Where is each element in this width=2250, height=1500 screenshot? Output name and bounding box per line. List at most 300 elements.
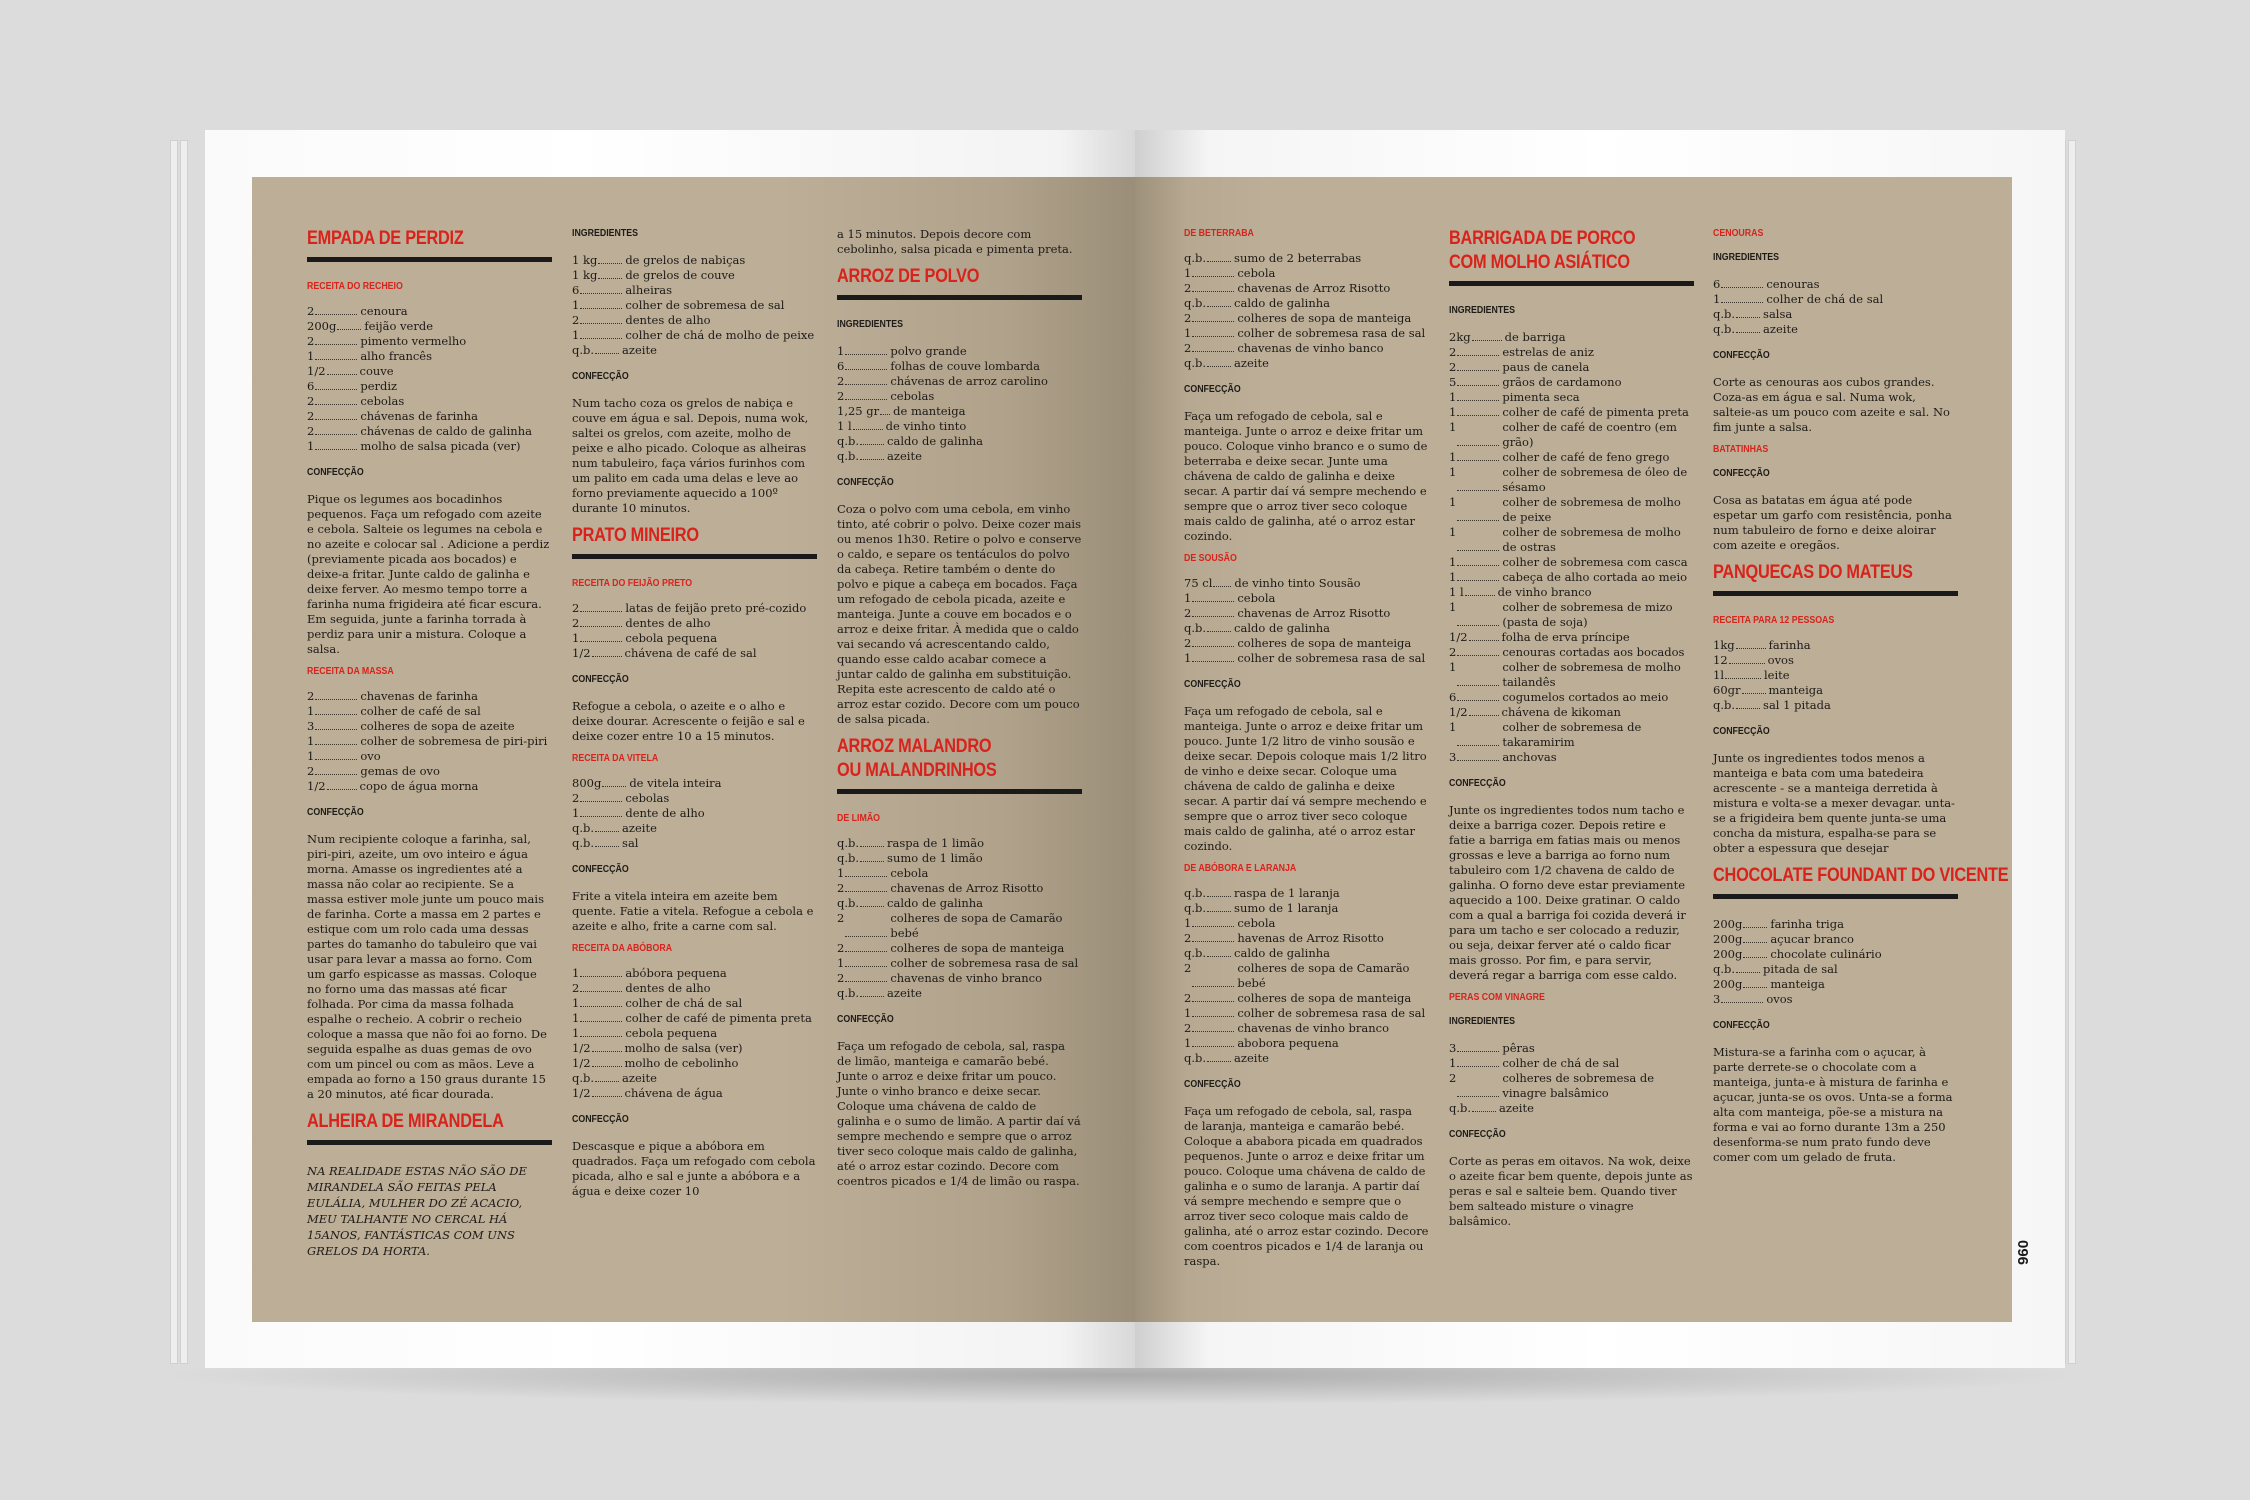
ingredient-quantity: q.b. bbox=[1184, 1051, 1207, 1065]
section-subheading: RECEITA DO FEIJÃO PRETO bbox=[572, 578, 693, 589]
instructions-paragraph: Num recipiente coloque a farinha, sal, piri-piri, azeite, um ovo inteiro e água morna. Amasse os ingredientes até a massa não colar ao recipiente. Se a massa estiver mole junte um pouco mais de farinha. Corte a massa em 2 partes e estique com um rolo cada uma dessas partes do tamanho do tabuleiro que vai usar para levar a massa ao forno. Com um garfo espicasse as massas. Coloque no forno uma das massas até ficar folhada. Por cima da massa folhada espalhe o recheio. A cobrir o recheio coloque a massa que não foi ao forno. De seguida espalhe as duas gemas de ovo com um pincel ou com as mãos. Leve a empada ao forno a 150 graus durante 15 a 20 minutos, até ficar dourada. bbox=[307, 832, 547, 1101]
section-subheading: CENOURAS bbox=[1713, 228, 1764, 239]
ingredient-name: colher de café de sal bbox=[360, 704, 481, 718]
section-heading: INGREDIENTES bbox=[1449, 305, 1516, 316]
recipe-column-3 bbox=[837, 227, 1082, 1197]
ingredient-item bbox=[307, 409, 552, 424]
ingredient-item bbox=[1713, 668, 1958, 683]
ingredient-item bbox=[1184, 576, 1429, 591]
ingredient-quantity: 1/2 bbox=[1449, 705, 1468, 719]
leader-dots bbox=[580, 601, 622, 612]
leader-dots bbox=[595, 836, 619, 847]
ingredient-item bbox=[837, 956, 1082, 971]
ingredient-quantity: 1 bbox=[307, 349, 315, 363]
ingredient-item bbox=[307, 349, 552, 364]
leader-dots bbox=[315, 704, 357, 715]
ingredient-name: colher de chá de sal bbox=[625, 996, 743, 1010]
ingredient-name: cenouras cortadas aos bocados bbox=[1502, 645, 1685, 659]
section-heading: CONFECÇÃO bbox=[1184, 384, 1241, 395]
ingredient-item bbox=[1449, 450, 1694, 465]
leader-dots bbox=[1457, 720, 1499, 746]
ingredient-name: azeite bbox=[887, 986, 922, 1000]
ingredient-item bbox=[1184, 1006, 1429, 1021]
leader-dots bbox=[860, 986, 884, 997]
title-rule bbox=[307, 1140, 552, 1145]
ingredient-name: ovo bbox=[360, 749, 381, 763]
ingredient-name: raspa de 1 limão bbox=[887, 836, 985, 850]
leader-dots bbox=[315, 394, 357, 405]
ingredient-item bbox=[1449, 750, 1694, 765]
ingredient-item bbox=[572, 836, 817, 851]
ingredient-item bbox=[572, 1026, 817, 1041]
ingredient-list bbox=[1449, 1041, 1694, 1116]
leader-dots bbox=[598, 253, 622, 264]
ingredient-quantity: 1 bbox=[572, 631, 580, 645]
ingredient-quantity: 1 bbox=[1713, 292, 1721, 306]
ingredient-item bbox=[1449, 345, 1694, 360]
leader-dots bbox=[1743, 977, 1767, 988]
ingredient-name: anchovas bbox=[1502, 750, 1557, 764]
ingredient-item bbox=[1449, 720, 1694, 750]
leader-dots bbox=[1192, 311, 1234, 322]
ingredient-item bbox=[837, 389, 1082, 404]
ingredient-quantity: 200g bbox=[1713, 917, 1743, 931]
intro-quote: NA REALIDADE ESTAS NÃO SÃO DE MIRANDELA SÃO FEITAS PELA EULÁLIA, MULHER DO ZÉ ACACIO, MEU TALHANTE NO CERCAL HÁ 15ANOS, FANTÁSTICAS COM UNS GRELOS DA HORTA. bbox=[307, 1164, 527, 1258]
ingredient-quantity: 6 bbox=[307, 379, 315, 393]
leader-dots bbox=[1457, 570, 1499, 581]
leader-dots bbox=[1192, 1006, 1234, 1017]
ingredient-name: colher de sobremesa de sal bbox=[625, 298, 785, 312]
page-edge-right bbox=[2068, 140, 2076, 1364]
ingredient-name: caldo de galinha bbox=[1234, 296, 1331, 310]
ingredient-quantity: 2 bbox=[1184, 991, 1192, 1005]
leader-dots bbox=[580, 981, 622, 992]
section-heading: CONFECÇÃO bbox=[1713, 1020, 1770, 1031]
ingredient-name: farinha triga bbox=[1770, 917, 1844, 931]
ingredient-quantity: 1l bbox=[1713, 668, 1724, 682]
ingredient-item bbox=[1449, 420, 1694, 450]
ingredient-item bbox=[1713, 277, 1958, 292]
ingredient-item bbox=[572, 343, 817, 358]
ingredient-name: azeite bbox=[1499, 1101, 1534, 1115]
section-subheading: RECEITA DO RECHEIO bbox=[307, 281, 403, 292]
section-heading: CONFECÇÃO bbox=[837, 1014, 894, 1025]
ingredient-quantity: 1/2 bbox=[1449, 630, 1468, 644]
ingredient-quantity: 1 bbox=[572, 328, 580, 342]
leader-dots bbox=[1192, 1021, 1234, 1032]
section-heading: INGREDIENTES bbox=[1449, 1016, 1516, 1027]
ingredient-item bbox=[572, 821, 817, 836]
ingredient-quantity: 2 bbox=[1184, 311, 1192, 325]
ingredient-quantity: 1/2 bbox=[572, 1086, 591, 1100]
ingredient-quantity: q.b. bbox=[572, 836, 595, 850]
leader-dots bbox=[1743, 947, 1767, 958]
leader-dots bbox=[1192, 281, 1234, 292]
leader-dots bbox=[580, 1026, 622, 1037]
ingredient-name: de vinho branco bbox=[1497, 585, 1592, 599]
ingredient-item bbox=[572, 996, 817, 1011]
leader-dots bbox=[1736, 962, 1760, 973]
ingredient-item bbox=[1449, 465, 1694, 495]
ingredient-name: dente de alho bbox=[625, 806, 705, 820]
ingredient-name: chavenas de Arroz Risotto bbox=[1237, 281, 1391, 295]
ingredient-item bbox=[572, 646, 817, 661]
ingredient-name: farinha bbox=[1768, 638, 1811, 652]
ingredient-item bbox=[572, 631, 817, 646]
leader-dots bbox=[1192, 1036, 1234, 1047]
ingredient-name: chávena de café de sal bbox=[624, 646, 757, 660]
leader-dots bbox=[1192, 591, 1234, 602]
ingredient-quantity: 1 bbox=[1184, 1036, 1192, 1050]
recipe-title: ARROZ MALANDRO OU MALANDRINHOS bbox=[837, 736, 997, 781]
leader-dots bbox=[315, 749, 357, 760]
leader-dots bbox=[845, 866, 887, 877]
ingredient-item bbox=[1449, 405, 1694, 420]
ingredient-name: cebolas bbox=[890, 389, 935, 403]
leader-dots bbox=[1457, 390, 1499, 401]
ingredient-name: de manteiga bbox=[893, 404, 966, 418]
leader-dots bbox=[1457, 465, 1499, 491]
leader-dots bbox=[1729, 653, 1765, 664]
ingredient-item bbox=[1184, 326, 1429, 341]
leader-dots bbox=[1457, 405, 1499, 416]
leader-dots bbox=[845, 941, 887, 952]
left-recipe-panel bbox=[252, 177, 1135, 1322]
ingredient-item bbox=[1184, 886, 1429, 901]
ingredient-name: azeite bbox=[1763, 322, 1798, 336]
leader-dots bbox=[1457, 1041, 1499, 1052]
ingredient-quantity: q.b. bbox=[1184, 886, 1207, 900]
ingredient-item bbox=[307, 439, 552, 454]
ingredient-name: cebola bbox=[1237, 916, 1276, 930]
ingredient-item bbox=[1184, 651, 1429, 666]
ingredient-quantity: q.b. bbox=[837, 851, 860, 865]
ingredient-quantity: 3 bbox=[1449, 750, 1457, 764]
ingredient-quantity: q.b. bbox=[1184, 946, 1207, 960]
ingredient-list bbox=[1449, 330, 1694, 765]
ingredient-name: chávenas de farinha bbox=[360, 409, 478, 423]
ingredient-item bbox=[307, 379, 552, 394]
leader-dots bbox=[315, 424, 357, 435]
ingredient-quantity: 1 bbox=[1449, 720, 1457, 734]
instructions-paragraph: Faça um refogado de cebola, sal e manteiga. Junte o arroz e deixe fritar um pouco. Coloque vinho branco e o sumo de beterraba e deixe secar. Junte uma chávena de caldo de galinha e deixe secar. A partir daí vá sempre mechendo e sempre que o arroz tiver seco coloque mais caldo de galinha, até o arroz estar cozindo. bbox=[1184, 409, 1428, 543]
ingredient-name: colher de chá de sal bbox=[1502, 1056, 1620, 1070]
ingredient-quantity: 1/2 bbox=[572, 646, 591, 660]
section-heading: CONFECÇÃO bbox=[572, 864, 629, 875]
ingredient-name: colheres de sopa de manteiga bbox=[1237, 991, 1412, 1005]
ingredient-item bbox=[1713, 962, 1958, 977]
ingredient-quantity: 2 bbox=[307, 394, 315, 408]
ingredient-name: abobora pequena bbox=[1237, 1036, 1339, 1050]
ingredient-quantity: 12 bbox=[1713, 653, 1728, 667]
ingredient-quantity: 6 bbox=[572, 283, 580, 297]
ingredient-name: cebola bbox=[1237, 266, 1276, 280]
ingredient-quantity: q.b. bbox=[1713, 962, 1736, 976]
ingredient-name: chávena de água bbox=[624, 1086, 723, 1100]
instructions-paragraph: Cosa as batatas em água até pode espetar um garfo com resistência, ponha num tabuleiro de forno e deixe aloirar com azeite e oregãos. bbox=[1713, 493, 1952, 552]
leader-dots bbox=[580, 616, 622, 627]
ingredient-quantity: 1 bbox=[1449, 1056, 1457, 1070]
ingredient-name: chavenas de farinha bbox=[360, 689, 478, 703]
ingredient-name: colher de sobremesa rasa de sal bbox=[1237, 651, 1426, 665]
ingredient-item bbox=[572, 616, 817, 631]
ingredient-item bbox=[1449, 645, 1694, 660]
ingredient-quantity: q.b. bbox=[1184, 621, 1207, 635]
section-subheading: RECEITA PARA 12 PESSOAS bbox=[1713, 615, 1835, 626]
ingredient-name: couve bbox=[359, 364, 394, 378]
ingredient-name: sumo de 1 laranja bbox=[1234, 901, 1339, 915]
ingredient-item bbox=[1184, 281, 1429, 296]
leader-dots bbox=[315, 304, 357, 315]
ingredient-item bbox=[572, 298, 817, 313]
ingredient-quantity: 1 bbox=[307, 749, 315, 763]
ingredient-quantity: 75 cl bbox=[1184, 576, 1213, 590]
leader-dots bbox=[1457, 1056, 1499, 1067]
ingredient-item bbox=[572, 283, 817, 298]
section-heading: INGREDIENTES bbox=[572, 228, 639, 239]
ingredient-item bbox=[837, 836, 1082, 851]
ingredient-quantity: q.b. bbox=[572, 821, 595, 835]
ingredient-name: latas de feijão preto pré-cozido bbox=[625, 601, 807, 615]
ingredient-name: perdiz bbox=[360, 379, 398, 393]
leader-dots bbox=[1742, 683, 1766, 694]
ingredient-name: folha de erva príncipe bbox=[1501, 630, 1630, 644]
ingredient-quantity: 1 bbox=[1449, 465, 1457, 479]
ingredient-quantity: 1 bbox=[1449, 600, 1457, 614]
ingredient-quantity: q.b. bbox=[572, 1071, 595, 1085]
leader-dots bbox=[860, 836, 884, 847]
ingredient-name: havenas de Arroz Risotto bbox=[1237, 931, 1384, 945]
ingredient-name: azeite bbox=[622, 343, 657, 357]
ingredient-quantity: 2 bbox=[572, 601, 580, 615]
ingredient-name: sumo de 1 limão bbox=[887, 851, 983, 865]
ingredient-name: colher de sobremesa de óleo de sésamo bbox=[1502, 465, 1688, 494]
ingredient-quantity: 6 bbox=[1449, 690, 1457, 704]
ingredient-name: pitada de sal bbox=[1763, 962, 1838, 976]
ingredient-item bbox=[837, 449, 1082, 464]
ingredient-quantity: 2 bbox=[837, 971, 845, 985]
ingredient-name: leite bbox=[1764, 668, 1790, 682]
ingredient-quantity: 1 l bbox=[837, 419, 852, 433]
ingredient-quantity: 1 bbox=[1449, 555, 1457, 569]
ingredient-quantity: 2 bbox=[1449, 645, 1457, 659]
ingredient-quantity: 6 bbox=[1713, 277, 1721, 291]
ingredient-item bbox=[1184, 931, 1429, 946]
ingredient-quantity: 800g bbox=[572, 776, 602, 790]
ingredient-quantity: 2 bbox=[837, 911, 845, 925]
section-subheading: BATATINHAS bbox=[1713, 444, 1769, 455]
right-recipe-panel bbox=[1135, 177, 2012, 1322]
ingredient-name: molho de salsa (ver) bbox=[624, 1041, 743, 1055]
instructions-paragraph: Faça um refogado de cebola, sal, raspa de laranja, manteiga e camarão bebé. Coloque a ababora picada em quadrados pequenos. Junte o arroz e deixe fritar um pouco. Coloque uma chávena de caldo de galinha e o sumo de laranja. A partir daí vá sempre mechendo e sempre que o arroz tiver seco coloque mais caldo de galinha, até o arroz estar cozindo. Decore com coentros picados e 1/4 de laranja ou raspa. bbox=[1184, 1104, 1429, 1268]
ingredient-item bbox=[837, 404, 1082, 419]
ingredient-item bbox=[1184, 1051, 1429, 1066]
ingredient-name: sal 1 pitada bbox=[1763, 698, 1831, 712]
leader-dots bbox=[1207, 1051, 1231, 1062]
ingredient-item bbox=[572, 1011, 817, 1026]
ingredient-item bbox=[1184, 901, 1429, 916]
ingredient-name: cebolas bbox=[625, 791, 670, 805]
leader-dots bbox=[1472, 330, 1502, 341]
ingredient-quantity: q.b. bbox=[1713, 698, 1736, 712]
ingredient-name: dentes de alho bbox=[625, 616, 711, 630]
ingredient-quantity: 2 bbox=[307, 409, 315, 423]
leader-dots bbox=[1192, 931, 1234, 942]
instructions-paragraph: Pique os legumes aos bocadinhos pequenos. Faça um refogado com azeite e cebola. Salteie os legumes na cebola e no azeite e colocar sal . Adicione a perdiz (previamente picada aos bocados) e deixe-a fritar. Junte caldo de galinha e deixe ferver. Ao mesmo tempo torre a farinha numa frigideira até ficar escura. Em seguida, junte a farinha torrada à perdiz para unir a mistura. Coloque a salsa. bbox=[307, 492, 550, 656]
recipe-title: ALHEIRA DE MIRANDELA bbox=[307, 1111, 504, 1132]
ingredient-name: colher de sobremesa com casca bbox=[1502, 555, 1688, 569]
ingredient-name: manteiga bbox=[1768, 683, 1823, 697]
section-heading: CONFECÇÃO bbox=[307, 467, 364, 478]
ingredient-name: de vinho tinto Sousão bbox=[1234, 576, 1361, 590]
leader-dots bbox=[845, 344, 887, 355]
instructions-paragraph: Num tacho coza os grelos de nabiça e couve em água e sal. Depois, numa wok, saltei os grelos, com azeite, molho de peixe e alho picado. Coloque as alheiras num tabuleiro, faça vários furinhos com um palito em cada uma delas e leve ao forno previamente aquecido a 100º durante 10 minutos. bbox=[572, 396, 809, 515]
leader-dots bbox=[337, 319, 361, 330]
ingredient-quantity: q.b. bbox=[837, 449, 860, 463]
ingredient-name: colher de sobremesa de molho de peixe bbox=[1502, 495, 1681, 524]
ingredient-name: copo de água morna bbox=[359, 779, 479, 793]
ingredient-quantity: 2 bbox=[307, 689, 315, 703]
ingredient-name: azeite bbox=[1234, 1051, 1269, 1065]
ingredient-quantity: 1 bbox=[307, 734, 315, 748]
ingredient-name: colher de café de coentro (em grão) bbox=[1502, 420, 1677, 449]
leader-dots bbox=[1207, 296, 1231, 307]
ingredient-item bbox=[1449, 705, 1694, 720]
ingredient-name: cebola pequena bbox=[625, 1026, 718, 1040]
ingredient-item bbox=[1713, 638, 1958, 653]
ingredient-name: de barriga bbox=[1504, 330, 1566, 344]
ingredient-name: chávenas de caldo de galinha bbox=[360, 424, 532, 438]
ingredient-list bbox=[1713, 917, 1958, 1007]
leader-dots bbox=[853, 419, 883, 430]
ingredient-name: colher de sobremesa de piri-piri bbox=[360, 734, 548, 748]
leader-dots bbox=[845, 971, 887, 982]
section-subheading: PERAS COM VINAGRE bbox=[1449, 992, 1545, 1003]
ingredient-name: paus de canela bbox=[1502, 360, 1590, 374]
leader-dots bbox=[860, 851, 884, 862]
ingredient-item bbox=[837, 374, 1082, 389]
ingredient-quantity: 5 bbox=[1449, 375, 1457, 389]
title-rule bbox=[837, 789, 1082, 794]
ingredient-name: caldo de galinha bbox=[1234, 621, 1331, 635]
leader-dots bbox=[1457, 420, 1499, 446]
leader-dots bbox=[315, 689, 357, 700]
ingredient-name: cebola bbox=[1237, 591, 1276, 605]
ingredient-item bbox=[1449, 330, 1694, 345]
section-heading: CONFECÇÃO bbox=[1713, 468, 1770, 479]
ingredient-item bbox=[307, 334, 552, 349]
ingredient-item bbox=[572, 253, 817, 268]
instructions-paragraph: Faça um refogado de cebola, sal e manteiga. Junte o arroz e deixe fritar um pouco. Junte 1/2 litro de vinho sousão e deixe secar. Depois coloque mais 1/2 litro de vinho e deixe secar. Coloque uma chávena de caldo de galinha e deixe secar. A partir daí vá sempre mechendo e sempre que o arroz tiver seco coloque mais caldo de galinha, até o arroz estar cozindo. bbox=[1184, 704, 1427, 853]
instructions-paragraph: Coza o polvo com uma cebola, em vinho tinto, até cobrir o polvo. Deixe cozer mais ou menos 1h30. Retire o polvo e conserve o caldo, e separe os tentáculos do polvo da cabeça. Retire também o dente do polvo e pique a cabeça em bocados. Faça um refogado de cebola picada, azeite e manteiga. Junte a couve em bocados e o arroz e deixe fritar. À medida que o caldo vai secando vá acrescentando caldo, quando esse caldo acabar comece a juntar caldo de galinha em substituição. Repita este acrescento de caldo até o arroz estar cozido. Decore com um pouco de salsa picada. bbox=[837, 502, 1082, 726]
leader-dots bbox=[327, 364, 357, 375]
leader-dots bbox=[1207, 621, 1231, 632]
ingredient-item bbox=[1713, 977, 1958, 992]
section-heading: CONFECÇÃO bbox=[1184, 1079, 1241, 1090]
ingredient-item bbox=[572, 981, 817, 996]
ingredient-name: cenoura bbox=[360, 304, 408, 318]
ingredient-name: raspa de 1 laranja bbox=[1234, 886, 1340, 900]
leader-dots bbox=[580, 1011, 622, 1022]
section-heading: CONFECÇÃO bbox=[572, 371, 629, 382]
ingredient-item bbox=[1184, 621, 1429, 636]
leader-dots bbox=[1457, 660, 1499, 686]
recipe-title: ARROZ DE POLVO bbox=[837, 266, 980, 287]
leader-dots bbox=[1725, 668, 1761, 679]
ingredient-quantity: 2 bbox=[1184, 341, 1192, 355]
instructions-paragraph: a 15 minutos. Depois decore com cebolinho, salsa picada e pimenta preta. bbox=[837, 227, 1073, 256]
ingredient-quantity: q.b. bbox=[572, 343, 595, 357]
ingredient-item bbox=[1184, 636, 1429, 651]
ingredient-name: gemas de ovo bbox=[360, 764, 440, 778]
ingredient-quantity: 1,25 gr bbox=[837, 404, 880, 418]
leader-dots bbox=[595, 1071, 619, 1082]
ingredient-item bbox=[1713, 307, 1958, 322]
leader-dots bbox=[845, 881, 887, 892]
ingredient-item bbox=[307, 719, 552, 734]
ingredient-item bbox=[572, 1056, 817, 1071]
section-subheading: RECEITA DA VITELA bbox=[572, 753, 659, 764]
ingredient-item bbox=[1449, 375, 1694, 390]
ingredient-item bbox=[1449, 360, 1694, 375]
ingredient-item bbox=[1184, 311, 1429, 326]
ingredient-list bbox=[572, 253, 817, 358]
leader-dots bbox=[1192, 326, 1234, 337]
ingredient-quantity: 1 bbox=[837, 956, 845, 970]
section-subheading: RECEITA DA MASSA bbox=[307, 666, 394, 677]
leader-dots bbox=[1736, 638, 1766, 649]
ingredient-item bbox=[307, 749, 552, 764]
ingredient-quantity: 1 bbox=[1449, 420, 1457, 434]
section-heading: CONFECÇÃO bbox=[1713, 726, 1770, 737]
ingredient-name: folhas de couve lombarda bbox=[890, 359, 1040, 373]
section-heading: CONFECÇÃO bbox=[572, 1114, 629, 1125]
leader-dots bbox=[580, 313, 622, 324]
ingredient-quantity: 1 bbox=[1449, 525, 1457, 539]
ingredient-name: colher de sobremesa de takaramirim bbox=[1502, 720, 1642, 749]
section-heading: CONFECÇÃO bbox=[837, 477, 894, 488]
ingredient-item bbox=[572, 1086, 817, 1101]
ingredient-name: colher de sobremesa de mizo (pasta de soja) bbox=[1502, 600, 1673, 629]
title-rule bbox=[1713, 894, 1958, 899]
ingredient-name: abóbora pequena bbox=[625, 966, 727, 980]
ingredient-quantity: 1 bbox=[1184, 651, 1192, 665]
ingredient-item bbox=[572, 776, 817, 791]
ingredient-quantity: 2 bbox=[1184, 636, 1192, 650]
ingredient-quantity: 2 bbox=[1449, 1071, 1457, 1085]
ingredient-quantity: 1 bbox=[1449, 570, 1457, 584]
leader-dots bbox=[580, 283, 622, 294]
leader-dots bbox=[580, 791, 622, 802]
ingredient-list bbox=[572, 966, 817, 1101]
ingredient-quantity: 6 bbox=[837, 359, 845, 373]
ingredient-item bbox=[572, 1041, 817, 1056]
leader-dots bbox=[602, 776, 626, 787]
ingredient-quantity: 1/2 bbox=[307, 364, 326, 378]
leader-dots bbox=[1457, 360, 1499, 371]
ingredient-name: colher de café de pimenta preta bbox=[625, 1011, 812, 1025]
title-rule bbox=[307, 257, 552, 262]
ingredient-item bbox=[1449, 1056, 1694, 1071]
ingredient-quantity: 1 bbox=[1449, 450, 1457, 464]
ingredient-quantity: 1 l bbox=[1449, 585, 1464, 599]
ingredient-item bbox=[1713, 917, 1958, 932]
ingredient-quantity: 1 bbox=[837, 344, 845, 358]
ingredient-name: colher de sobremesa rasa de sal bbox=[890, 956, 1079, 970]
ingredient-quantity: 1/2 bbox=[572, 1041, 591, 1055]
ingredient-quantity: 200g bbox=[1713, 947, 1743, 961]
leader-dots bbox=[1457, 1071, 1499, 1097]
